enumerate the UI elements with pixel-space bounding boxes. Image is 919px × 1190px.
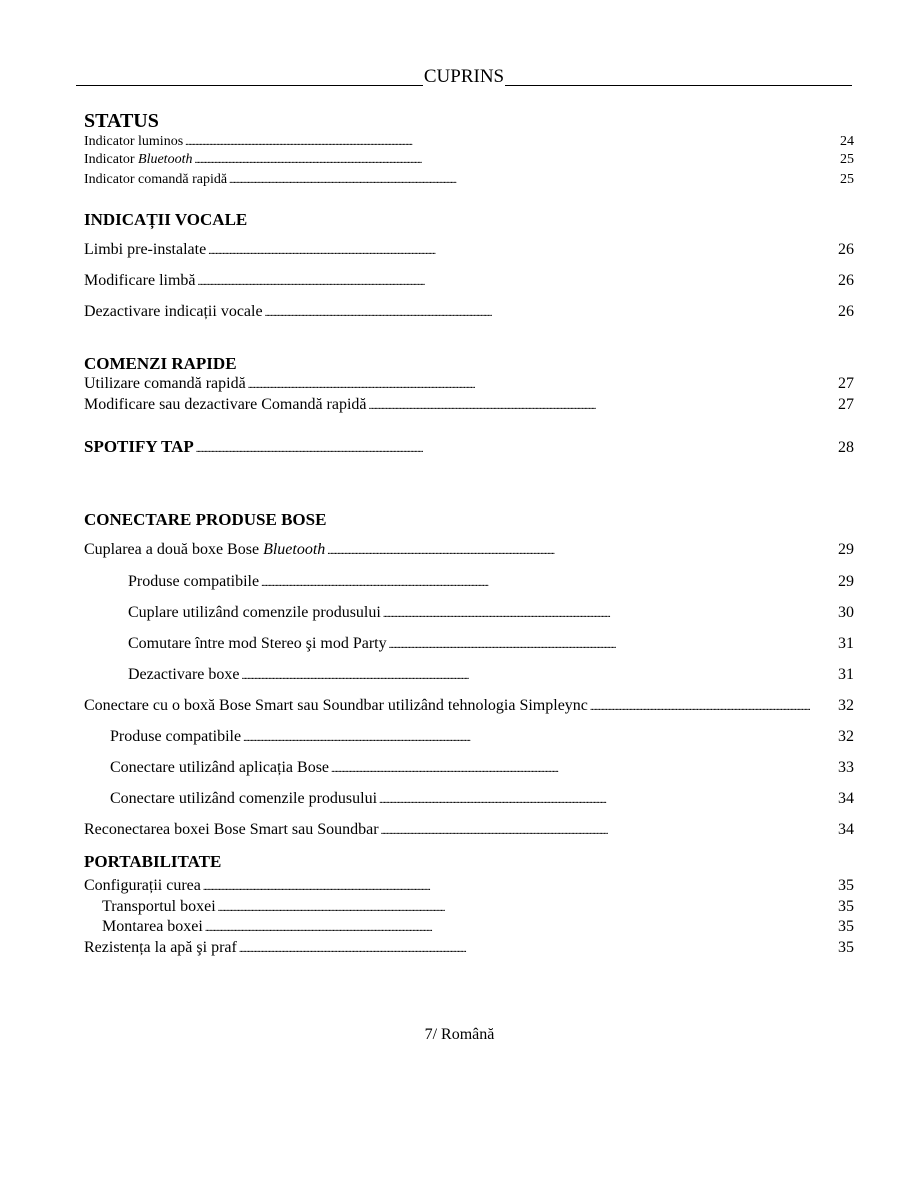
toc-entry-page: 33	[838, 759, 854, 776]
toc-entry-page: 35	[838, 918, 854, 935]
toc-entry[interactable]	[84, 241, 854, 259]
page-title: CUPRINS	[423, 66, 505, 87]
toc-entry-spotify[interactable]	[84, 437, 854, 457]
toc-entry-label: Indicator Bluetooth	[84, 152, 193, 167]
toc-entry-page: 25	[840, 152, 854, 167]
leader-dots	[243, 733, 810, 744]
toc-entry[interactable]	[110, 790, 854, 808]
toc-entry[interactable]	[128, 666, 854, 684]
toc-entry[interactable]	[84, 303, 854, 321]
toc-entry-page: 34	[838, 821, 854, 838]
toc-entry-label: Reconectarea boxei Bose Smart sau Soundbar	[84, 821, 379, 838]
toc-entry-label: Rezistența la apă şi praf	[84, 939, 237, 956]
toc-entry-label: Dezactivare boxe	[128, 666, 240, 683]
toc-entry-page: 29	[838, 573, 854, 590]
leader-dots	[218, 903, 810, 914]
toc-entry-page: 26	[838, 272, 854, 289]
toc-entry[interactable]	[84, 877, 854, 895]
toc-entry-label: Modificare limbă	[84, 272, 196, 289]
leader-dots	[239, 944, 810, 955]
toc-entry-page: 29	[838, 541, 854, 558]
leader-dots	[194, 155, 810, 166]
toc-entry[interactable]	[84, 821, 854, 839]
toc-entry-label: Conectare cu o boxă Bose Smart sau Soundbar utilizând tehnologia Simpleync	[84, 697, 588, 714]
toc-entry[interactable]	[102, 918, 854, 936]
toc-entry-label: Utilizare comandă rapidă	[84, 375, 246, 392]
toc-entry-page: 27	[838, 375, 854, 392]
section-heading-status: STATUS	[84, 110, 159, 132]
toc-entry-label: Limbi pre-instalate	[84, 241, 207, 258]
toc-entry[interactable]	[110, 728, 854, 746]
leader-dots	[198, 277, 810, 288]
leader-dots	[203, 882, 810, 893]
leader-dots	[196, 444, 810, 455]
toc-entry[interactable]	[84, 541, 854, 559]
toc-entry-page: 35	[838, 939, 854, 956]
toc-entry-label: Dezactivare indicații vocale	[84, 303, 263, 320]
toc-entry[interactable]	[84, 134, 854, 150]
toc-entry-label: Montarea boxei	[102, 918, 203, 935]
toc-entry[interactable]	[84, 396, 854, 414]
toc-entry-page: 35	[838, 898, 854, 915]
leader-dots	[248, 380, 810, 391]
toc-entry-label: Indicator luminos	[84, 134, 184, 149]
leader-dots	[379, 795, 810, 806]
leader-dots	[185, 137, 810, 148]
toc-entry-page: 35	[838, 877, 854, 894]
toc-entry[interactable]	[84, 272, 854, 290]
toc-entry[interactable]	[128, 604, 854, 622]
leader-dots	[265, 308, 810, 319]
toc-entry-page: 28	[838, 439, 854, 456]
section-heading-connect: CONECTARE PRODUSE BOSE	[84, 510, 327, 529]
toc-entry-page: 26	[838, 303, 854, 320]
toc-entry-label: Produse compatibile	[110, 728, 242, 745]
leader-dots	[369, 401, 810, 412]
toc-entry[interactable]	[84, 172, 854, 188]
section-heading-vocal: INDICAȚII VOCALE	[84, 210, 248, 229]
header-rule-left	[76, 85, 423, 86]
toc-entry-page: 31	[838, 635, 854, 652]
page-footer: 7/ Română	[424, 1026, 495, 1043]
leader-dots	[205, 923, 810, 934]
leader-dots	[383, 609, 810, 620]
toc-entry-label: Transportul boxei	[102, 898, 216, 915]
toc-entry-page: 24	[840, 134, 854, 149]
toc-entry-label: SPOTIFY TAP	[84, 437, 194, 456]
leader-dots	[331, 764, 810, 775]
leader-dots	[389, 640, 810, 651]
toc-entry-page: 32	[838, 728, 854, 745]
toc-entry[interactable]	[128, 573, 854, 591]
leader-dots	[590, 702, 810, 713]
toc-entry[interactable]	[84, 375, 854, 393]
toc-entry[interactable]	[84, 697, 854, 715]
toc-entry[interactable]	[102, 898, 854, 916]
leader-dots	[261, 578, 810, 589]
toc-entry-page: 34	[838, 790, 854, 807]
toc-entry-page: 30	[838, 604, 854, 621]
leader-dots	[381, 826, 810, 837]
toc-entry-label: Conectare utilizând aplicația Bose	[110, 759, 330, 776]
leader-dots	[208, 246, 810, 257]
toc-entry-page: 32	[838, 697, 854, 714]
toc-entry-page: 25	[840, 172, 854, 187]
toc-entry-label: Configurații curea	[84, 877, 201, 894]
toc-entry-page: 31	[838, 666, 854, 683]
section-heading-shortcuts: COMENZI RAPIDE	[84, 354, 237, 373]
leader-dots	[229, 175, 810, 186]
toc-entry[interactable]	[128, 635, 854, 653]
toc-entry[interactable]	[84, 939, 854, 957]
toc-entry-label: Indicator comandă rapidă	[84, 172, 228, 187]
toc-entry-page: 27	[838, 396, 854, 413]
toc-entry[interactable]	[110, 759, 854, 777]
toc-entry-label: Modificare sau dezactivare Comandă rapidă	[84, 396, 367, 413]
header-rule-right	[505, 85, 852, 86]
toc-entry-label: Cuplare utilizând comenzile produsului	[128, 604, 381, 621]
toc-entry[interactable]	[84, 152, 854, 168]
leader-dots	[327, 546, 810, 557]
leader-dots	[241, 671, 810, 682]
toc-entry-label: Produse compatibile	[128, 573, 260, 590]
toc-entry-page: 26	[838, 241, 854, 258]
toc-header	[76, 66, 852, 88]
toc-entry-label: Conectare utilizând comenzile produsului	[110, 790, 378, 807]
toc-entry-label: Cuplarea a două boxe Bose Bluetooth	[84, 541, 326, 558]
toc-entry-label: Comutare între mod Stereo şi mod Party	[128, 635, 387, 652]
section-heading-portability: PORTABILITATE	[84, 852, 222, 871]
